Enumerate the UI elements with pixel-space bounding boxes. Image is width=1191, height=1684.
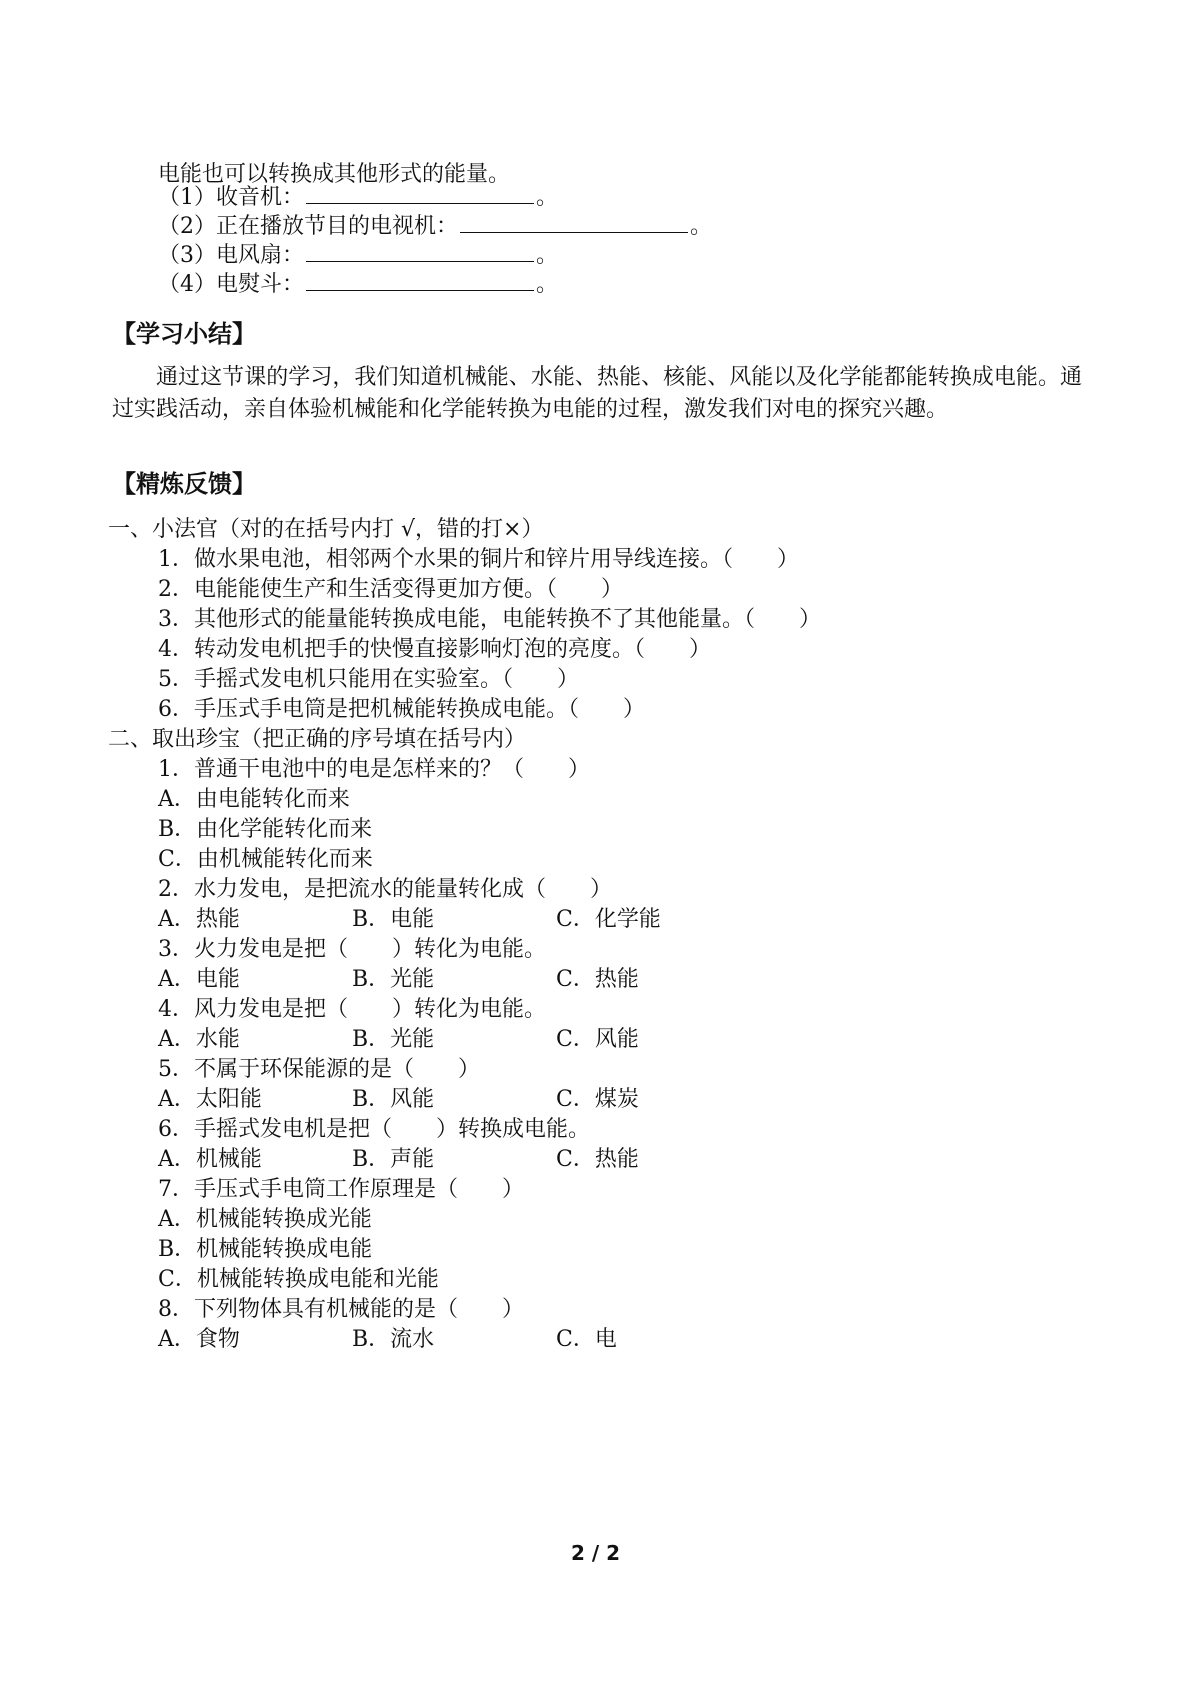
option-a: A．由电能转化而来: [158, 787, 350, 812]
choice-question-5: 5．不属于环保能源的是（ ）: [158, 1057, 480, 1082]
answer-blank: [306, 239, 534, 262]
item-end: 。: [536, 185, 559, 210]
choice-question-7: 7．手压式手电筒工作原理是（ ）: [158, 1177, 524, 1202]
option-a: A．太阳能: [158, 1087, 262, 1112]
judge-item-2: 2．电能能使生产和生活变得更加方便。（ ）: [158, 577, 623, 602]
option-c: C．电: [556, 1327, 617, 1352]
part2-title: 二、取出珍宝（把正确的序号填在括号内）: [108, 727, 527, 752]
option-a: A．电能: [158, 967, 240, 992]
judge-item-5: 5．手摇式发电机只能用在实验室。（ ）: [158, 667, 579, 692]
option-a: A．食物: [158, 1327, 240, 1352]
judge-item-1: 1．做水果电池，相邻两个水果的铜片和锌片用导线连接。（ ）: [158, 547, 799, 572]
intro-item-4: [158, 268, 558, 300]
choice-question-6: 6．手摇式发电机是把（ ）转换成电能。: [158, 1117, 590, 1142]
answer-blank: [306, 181, 534, 204]
item-label: （3）电风扇：: [158, 243, 304, 268]
summary-heading: 【学习小结】: [112, 320, 256, 348]
option-a: A．机械能转换成光能: [158, 1207, 372, 1232]
summary-text: 通过这节课的学习，我们知道机械能、水能、热能、核能、风能以及化学能都能转换成电能。通过实践活动，亲自体验机械能和化学能转换为电能的过程，激发我们对电的探究兴趣。: [112, 365, 1082, 422]
item-end: 。: [536, 243, 559, 268]
option-b: B．光能: [352, 1027, 435, 1052]
choice-question-2: 2．水力发电，是把流水的能量转化成（ ）: [158, 877, 612, 902]
item-label: （2）正在播放节目的电视机：: [158, 214, 458, 239]
option-b: B．机械能转换成电能: [158, 1237, 373, 1262]
item-label: （1）收音机：: [158, 185, 304, 210]
choice-question-4: 4．风力发电是把（ ）转化为电能。: [158, 997, 546, 1022]
answer-blank: [460, 210, 688, 233]
option-a: A．水能: [158, 1027, 240, 1052]
answer-blank: [306, 268, 534, 291]
option-b: B．电能: [352, 907, 435, 932]
item-end: 。: [690, 214, 713, 239]
option-a: A．机械能: [158, 1147, 262, 1172]
judge-item-4: 4．转动发电机把手的快慢直接影响灯泡的亮度。（ ）: [158, 637, 711, 662]
option-a: A．热能: [158, 907, 240, 932]
option-c: C．煤炭: [556, 1087, 639, 1112]
judge-item-3: 3．其他形式的能量能转换成电能，电能转换不了其他能量。（ ）: [158, 607, 821, 632]
intro-item-2: [158, 210, 712, 242]
intro-item-3: [158, 239, 558, 271]
option-b: B．光能: [352, 967, 435, 992]
feedback-heading: 【精炼反馈】: [112, 470, 256, 498]
intro-lead: 电能也可以转换成其他形式的能量。: [158, 162, 511, 187]
option-b: B．由化学能转化而来: [158, 817, 373, 842]
intro-item-1: [158, 181, 558, 213]
part1-title: 一、小法官（对的在括号内打 √，错的打×）: [108, 517, 544, 542]
item-label: （4）电熨斗：: [158, 272, 304, 297]
choice-question-3: 3．火力发电是把（ ）转化为电能。: [158, 937, 546, 962]
option-b: B．流水: [352, 1327, 435, 1352]
page-number: 2 / 2: [570, 1541, 621, 1565]
option-b: B．风能: [352, 1087, 435, 1112]
option-c: C．机械能转换成电能和光能: [158, 1267, 439, 1292]
option-c: C．热能: [556, 967, 639, 992]
choice-question-8: 8．下列物体具有机械能的是（ ）: [158, 1297, 524, 1322]
option-c: C．风能: [556, 1027, 639, 1052]
item-end: 。: [536, 272, 559, 297]
choice-question-1: 1．普通干电池中的电是怎样来的？（ ）: [158, 757, 590, 782]
option-c: C．化学能: [556, 907, 661, 932]
summary-paragraph: [112, 362, 1082, 426]
option-c: C．热能: [556, 1147, 639, 1172]
option-b: B．声能: [352, 1147, 435, 1172]
judge-item-6: 6．手压式手电筒是把机械能转换成电能。（ ）: [158, 697, 645, 722]
option-c: C．由机械能转化而来: [158, 847, 373, 872]
